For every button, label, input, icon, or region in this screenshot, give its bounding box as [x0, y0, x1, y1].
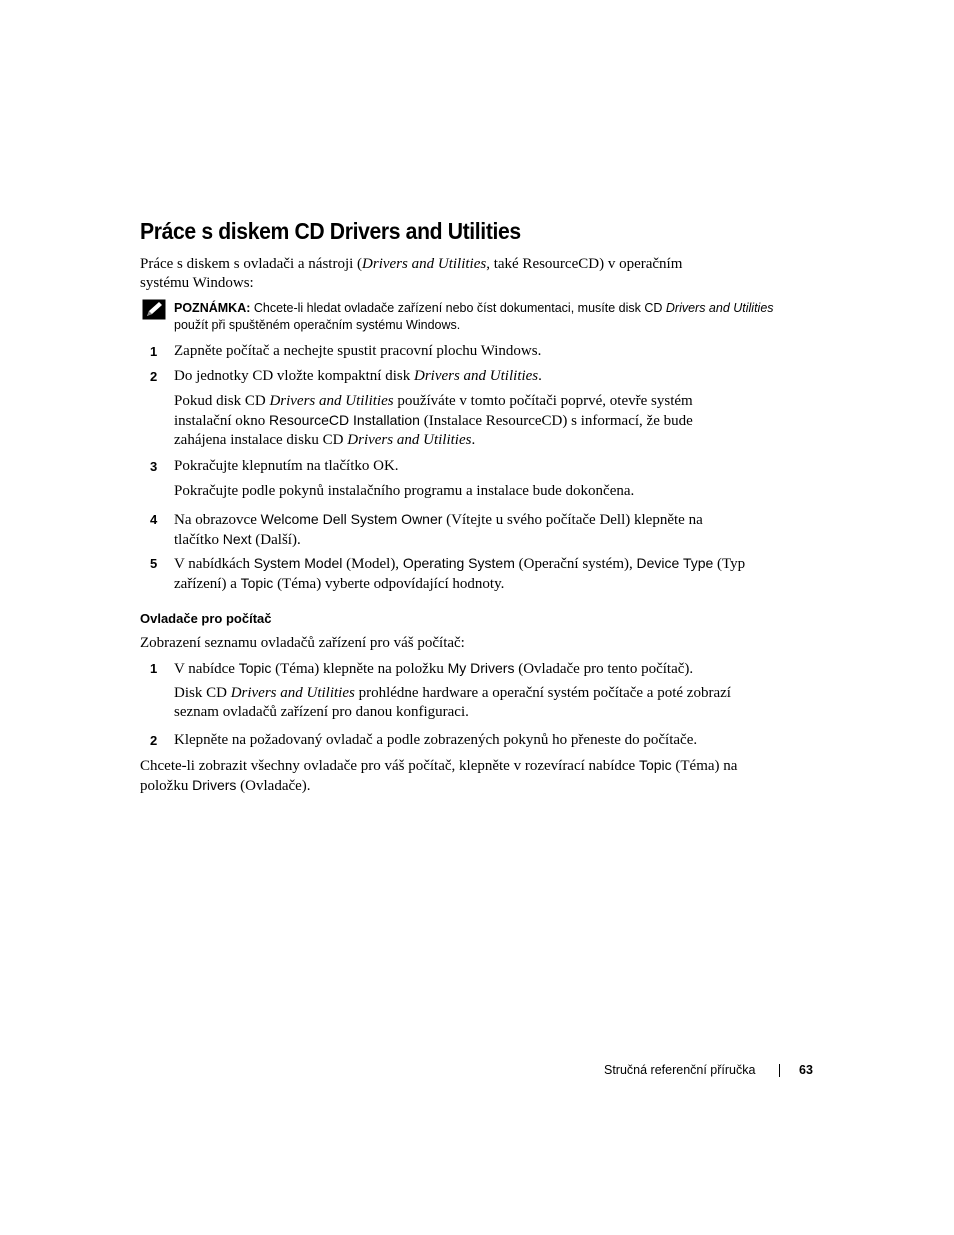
text-run: (Téma) vyberte odpovídající hodnoty. [273, 576, 505, 592]
text-run: (Téma) klepněte na položku [271, 661, 448, 677]
text-run: V nabídce [174, 661, 239, 677]
page-title: Práce s diskem CD Drivers and Utilities [140, 218, 521, 244]
ui-term: Topic [240, 575, 274, 591]
step-text [174, 342, 764, 361]
step-detail [174, 392, 734, 450]
text-run: (Typ zařízení) a [174, 556, 746, 592]
text-run: V nabídkách [174, 556, 254, 572]
text-run: Klepněte na požadovaný ovladač a podle zobrazených pokynů ho přeneste do počítače. [174, 732, 698, 748]
footer-title: Stručná referenční příručka [604, 1063, 756, 1077]
text-run: Práce s diskem s ovladači a nástroji ( [140, 256, 363, 272]
text-run: (Vítejte u svého počítače Dell) klepněte na tlačítko [174, 512, 703, 548]
text-run: (Ovladače pro tento počítač). [514, 661, 694, 677]
text-run: používáte v tomto počítači poprvé, otevře systém instalační okno [174, 393, 693, 429]
text-run: použít při spuštěném operačním systému Windows. [174, 318, 461, 332]
italic-run: Drivers and Utilities [269, 393, 394, 409]
step-text [174, 659, 774, 679]
text-run: Pokračujte klepnutím na tlačítko OK. [174, 458, 399, 474]
text-run: Disk CD [174, 685, 231, 701]
text-run: . [538, 368, 542, 384]
ui-term: My Drivers [447, 660, 515, 676]
text-run: Zapněte počítač a nechejte spustit pracovní plochu Windows. [174, 343, 542, 359]
text-run: Chcete-li zobrazit všechny ovladače pro váš počítač, klepněte v rozevírací nabídce [140, 758, 639, 774]
ui-term: Drivers [192, 777, 237, 793]
text-run: (Model), [342, 556, 403, 572]
text-run: (Ovladače). [236, 778, 311, 794]
step-text [174, 510, 739, 550]
step-number: 1 [150, 661, 158, 676]
text-run: (Další). [251, 532, 301, 548]
closing-paragraph [140, 756, 756, 796]
text-run: Chcete-li hledat ovladače zařízení nebo číst dokumentaci, musíte disk CD [250, 301, 666, 315]
italic-run: Drivers and Utilities [362, 256, 487, 272]
section-subheading: Ovladače pro počítač [140, 611, 272, 626]
step-number: 2 [150, 733, 158, 748]
note-label: POZNÁMKA: [174, 301, 251, 315]
step-detail [174, 684, 764, 722]
ui-term: Device Type [636, 555, 714, 571]
text-run: Zobrazení seznamu ovladačů zařízení pro váš počítač: [140, 635, 465, 651]
ui-term: Topic [238, 660, 272, 676]
ui-term: System Model [253, 555, 343, 571]
step-number: 4 [150, 512, 158, 527]
step-detail [174, 482, 764, 501]
text-run: Na obrazovce [174, 512, 261, 528]
text-run: (Téma) na položku [140, 758, 738, 794]
ui-term: ResourceCD Installation [268, 412, 420, 428]
note-text [174, 301, 774, 332]
text-run: Pokračujte podle pokynů instalačního programu a instalace bude dokončena. [174, 483, 635, 499]
page-number: 63 [799, 1063, 813, 1077]
footer-separator [779, 1064, 780, 1077]
sub-intro-paragraph [140, 634, 740, 653]
step-number: 1 [150, 344, 158, 359]
italic-run: Drivers and Utilities [347, 432, 472, 448]
text-run: (Instalace ResourceCD) s informací, že bude zahájena instalace disku CD [174, 413, 693, 448]
text-run: , také ResourceCD) v operačním systému Windows: [140, 256, 683, 291]
text-run: (Operační systém), [514, 556, 637, 572]
text-run: . [471, 432, 476, 448]
ui-term: Next [222, 531, 252, 547]
step-number: 3 [150, 459, 158, 474]
ui-term: Topic [638, 757, 672, 773]
text-run: prohlédne hardware a operační systém počítače a poté zobrazí seznam ovladačů zařízení pro danou konfiguraci. [174, 685, 731, 720]
note-pencil-icon [142, 299, 166, 320]
italic-run: Drivers and Utilities [230, 685, 355, 701]
intro-paragraph [140, 255, 730, 293]
step-number: 5 [150, 556, 158, 571]
step-text [174, 457, 764, 476]
step-text [174, 367, 764, 386]
text-run: Pokud disk CD [174, 393, 270, 409]
italic-run: Drivers and Utilities [665, 301, 774, 315]
step-text [174, 554, 754, 594]
step-text [174, 731, 774, 750]
note-box [174, 300, 774, 334]
text-run: Do jednotky CD vložte kompaktní disk [174, 368, 414, 384]
step-number: 2 [150, 369, 158, 384]
ui-term: Welcome Dell System Owner [260, 511, 443, 527]
italic-run: Drivers and Utilities [413, 368, 539, 384]
ui-term: Operating System [402, 555, 515, 571]
